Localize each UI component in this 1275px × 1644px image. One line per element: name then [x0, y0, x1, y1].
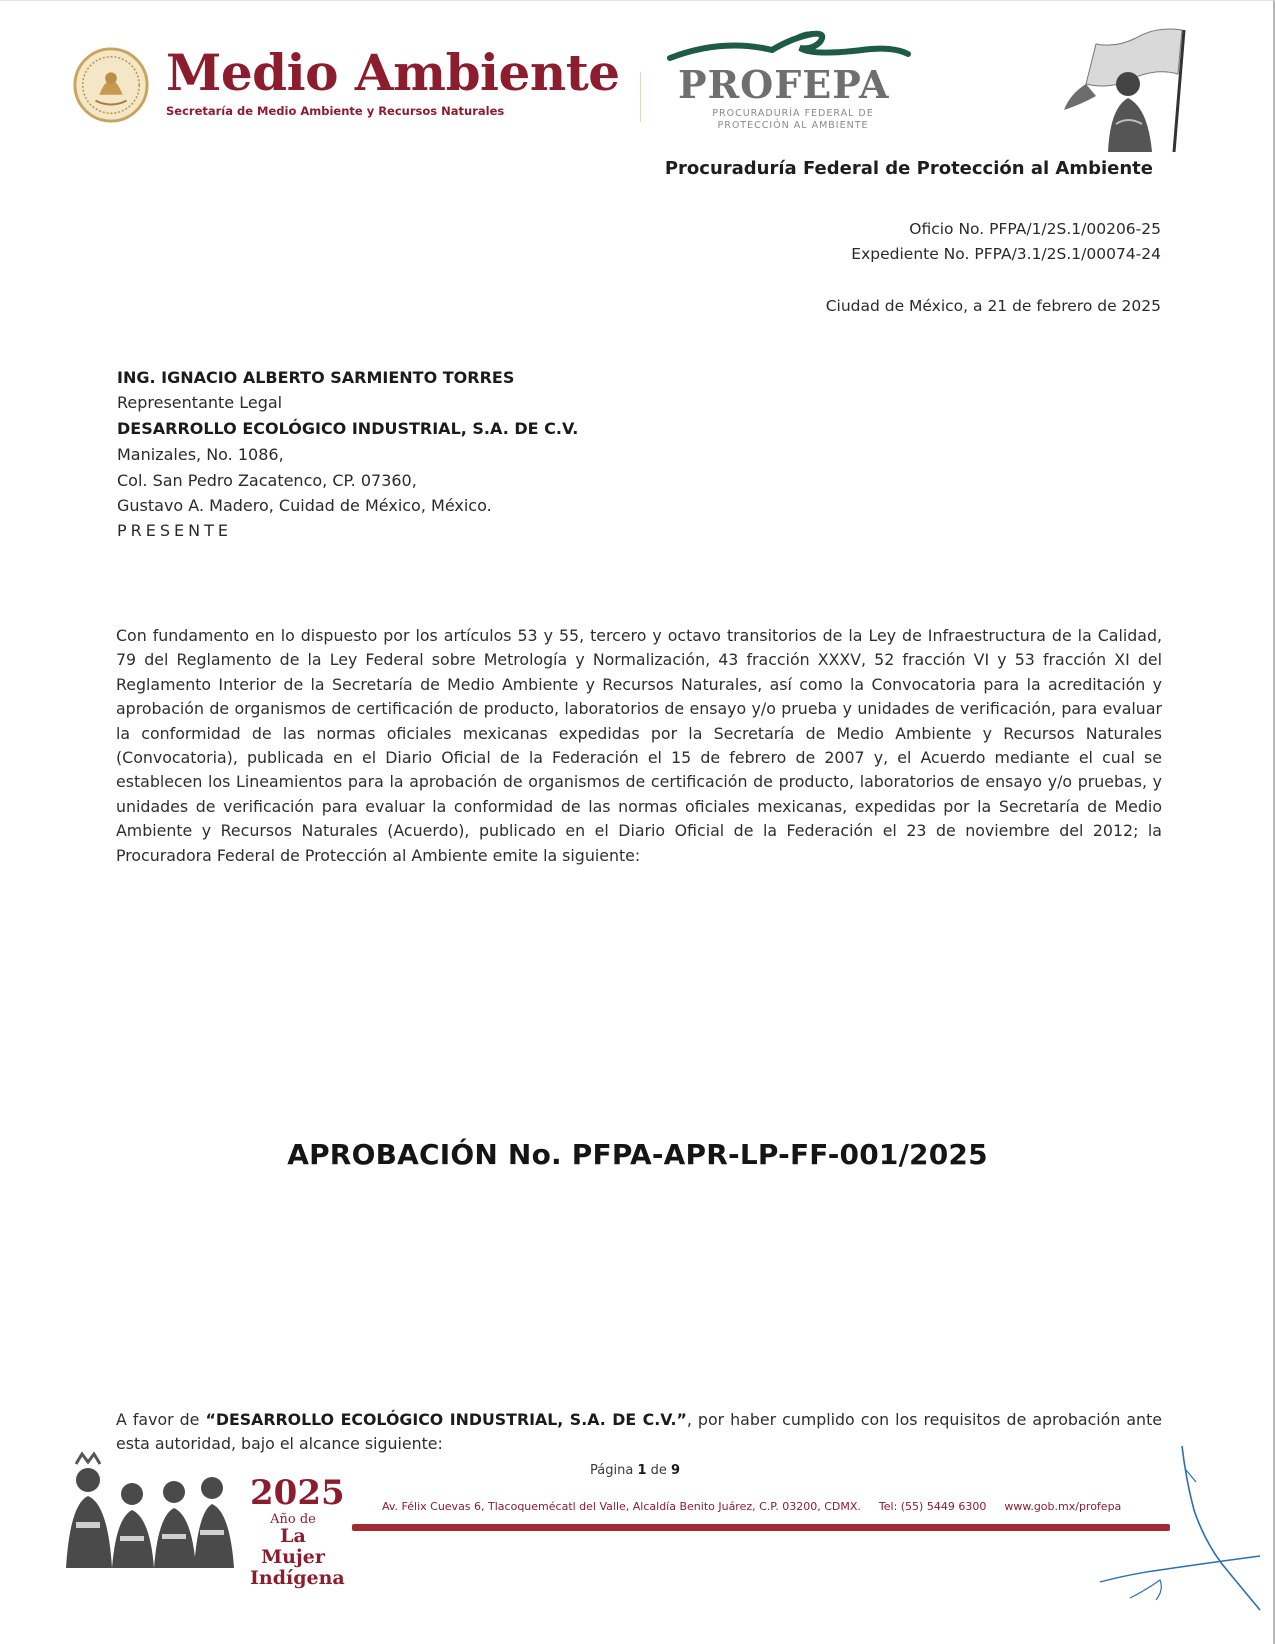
indigenous-women-illustration [52, 1452, 242, 1568]
page-number [590, 1463, 680, 1478]
presente-label: PRESENTE [117, 521, 232, 540]
year-logo-line-1: Año de [270, 1512, 316, 1527]
legal-basis-paragraph: Con fundamento en lo dispuesto por los artículos 53 y 55, tercero y octavo transitorios de la Ley de Infraestructura de la Calidad, 79 del Reglamento de la Ley Federal sobre Metrología y Normalización, 43 fracción XXXV, 52 fracción VI y 53 fracción XI del Reglamento Interior de la Secretaría de Medio Ambiente y Recursos Naturales, así como la Convocatoria para la acreditación y aprobación de organismos de certificación de producto, laboratorios de ensayo y/o prueba y unidades de verificación, para evaluar la conformidad de las normas oficiales mexicanas expedidas por la Secretaría de Medio Ambiente y Recursos Naturales (Convocatoria), publicada en el Diario Oficial de la Federación el 15 de febrero de 2007 y, el Acuerdo mediante el cual se establecen los Lineamientos para la aprobación de organismos de certificación de producto, laboratorios de ensayo y/o pruebas, y unidades de verificación para evaluar la conformidad de las normas oficiales mexicanas, expedidas por la Secretaría de Medio Ambiente y Recursos Naturales (Acuerdo), publicado en el Diario Oficial de la Federación el 23 de noviembre del 2012; la Procuradora Federal de Protección al Ambiente emite la siguiente: [116, 626, 1162, 865]
addressee-city: Gustavo A. Madero, Cuidad de México, México. [117, 496, 492, 515]
addressee-role: Representante Legal [117, 393, 283, 412]
footer-phone: Tel: (55) 5449 6300 [878, 1500, 987, 1513]
favor-company: “DESARROLLO ECOLÓGICO INDUSTRIAL, S.A. DE C.V.” [205, 1410, 687, 1429]
handwritten-signature [1090, 1440, 1270, 1620]
favor-suffix: , por haber cumplido con los requisitos de aprobación ante esta autoridad, bajo el alcance siguiente: [116, 1410, 1162, 1454]
footer-contact [382, 1500, 1121, 1513]
year-logo-line-2: La Mujer [261, 1525, 325, 1568]
year-logo-number: 2025 [250, 1473, 345, 1513]
brand-title: Medio Ambiente [166, 43, 620, 102]
page-label: Página [590, 1463, 638, 1478]
profepa-subtitle-line-1: PROCURADURÍA FEDERAL DE [712, 108, 874, 119]
addressee-street: Manizales, No. 1086, [117, 445, 284, 464]
oficio-number: Oficio No. PFPA/1/2S.1/00206-25 [909, 220, 1161, 238]
approval-number-title: APROBACIÓN No. PFPA-APR-LP-FF-001/2025 [287, 1138, 988, 1171]
footer-rule [352, 1524, 1170, 1531]
header-divider [640, 72, 641, 122]
woman-with-flag-illustration [1056, 24, 1196, 154]
profepa-subtitle-line-2: PROTECCIÓN AL AMBIENTE [717, 120, 869, 131]
profepa-subtitle [688, 108, 898, 132]
footer-address: Av. Félix Cuevas 6, Tlacoquemécatl del Valle, Alcaldía Benito Juárez, C.P. 03200, CDMX. [382, 1500, 861, 1513]
page-current: 1 [637, 1463, 647, 1478]
agency-name: Procuraduría Federal de Protección al Ambiente [664, 158, 1153, 179]
place-and-date: Ciudad de México, a 21 de febrero de 2025 [825, 297, 1161, 315]
brand-subtitle: Secretaría de Medio Ambiente y Recursos Naturales [166, 104, 505, 118]
page-of: de [646, 1463, 671, 1478]
year-logo-line-2-3 [250, 1525, 345, 1589]
addressee-company: DESARROLLO ECOLÓGICO INDUSTRIAL, S.A. DE C.V. [117, 419, 579, 438]
addressee-colonia: Col. San Pedro Zacatenco, CP. 07360, [117, 471, 417, 490]
favor-prefix: A favor de [116, 1410, 206, 1429]
year-logo-line-3: Indígena [250, 1567, 345, 1589]
page-total: 9 [671, 1463, 681, 1478]
expediente-number: Expediente No. PFPA/3.1/2S.1/00074-24 [851, 245, 1161, 263]
footer-website-link[interactable]: www.gob.mx/profepa [1004, 1500, 1122, 1513]
favor-paragraph [116, 1408, 1162, 1457]
profepa-wordmark: PROFEPA [678, 62, 890, 107]
mexican-coat-of-arms-seal [72, 46, 150, 124]
addressee-name: ING. IGNACIO ALBERTO SARMIENTO TORRES [117, 368, 515, 387]
